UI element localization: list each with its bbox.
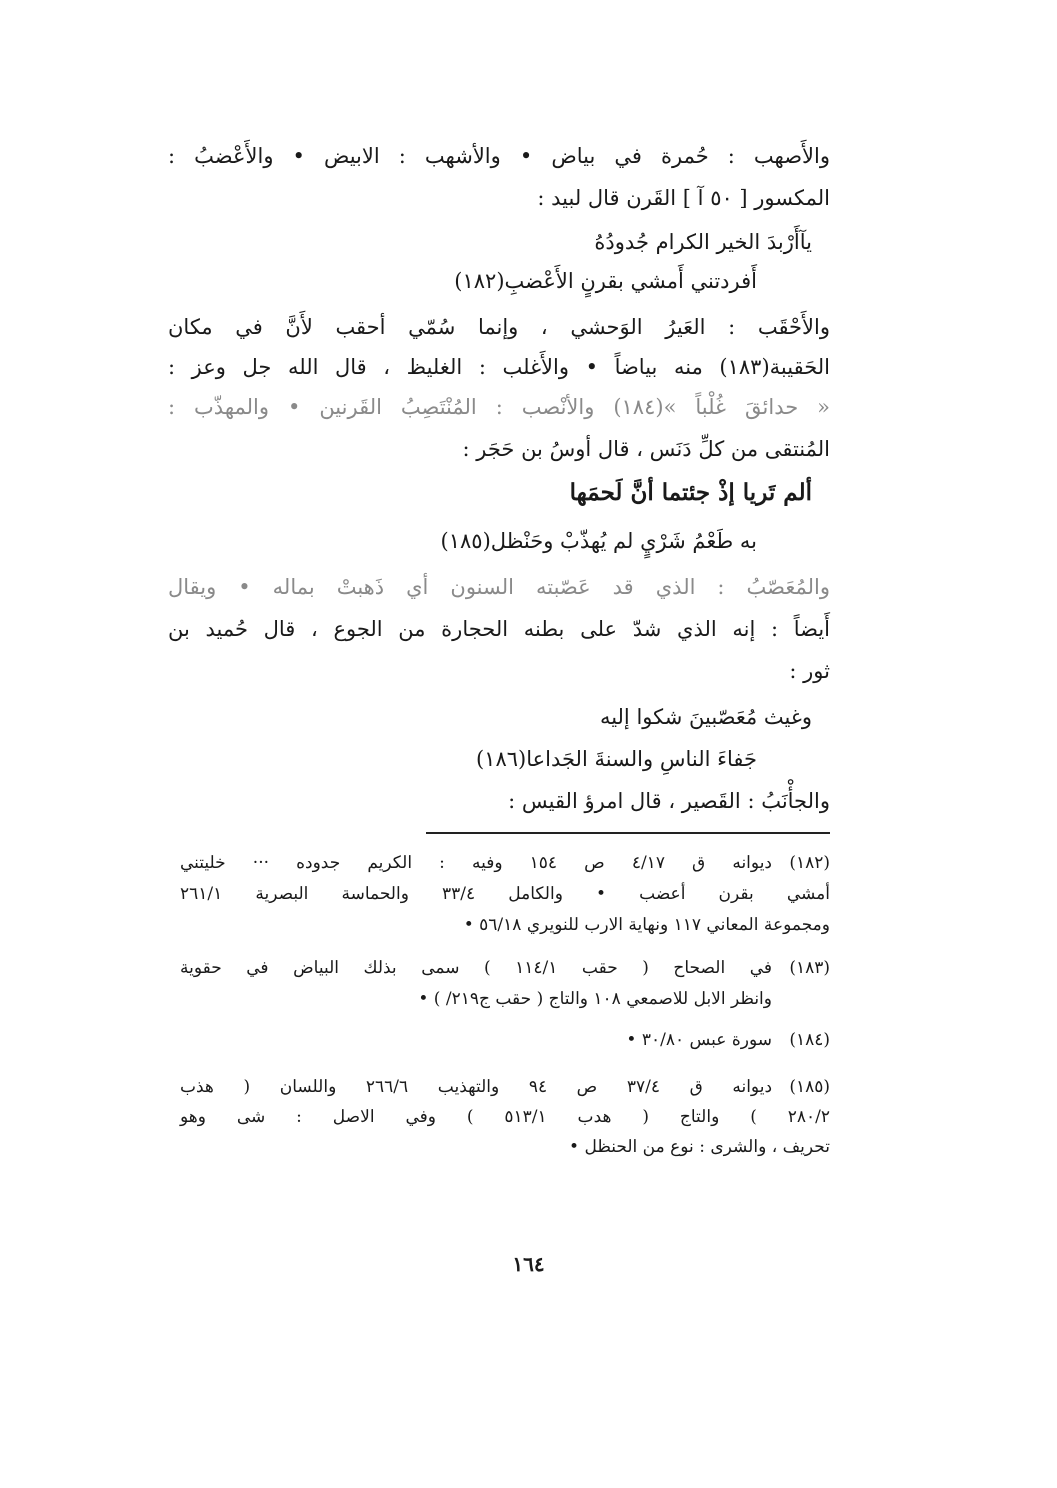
verse-line-1: يآأَرْبدَ الخير الكرام جُدودُهُ [594, 230, 812, 254]
footnote-separator [426, 832, 830, 834]
body-line-1: والأَصهب : حُمرة في بياض • والأشهب : الابيض • والأَعْضبُ : [168, 144, 830, 168]
page-number: ١٦٤ [512, 1252, 545, 1276]
footnote-number: (١٨٥) [789, 1077, 830, 1097]
footnote-line: ٢٨٠/٢ ) والتاج ( هدب ٥١٣/١ ) وفي الاصل : شى وهو [180, 1107, 830, 1127]
footnote-line: أمشي بقرن أعضب • والكامل ٣٣/٤ والحماسة البصرية ٢٦١/١ [180, 884, 830, 904]
body-line-10: والجأْنَبُ : القَصير ، قال امرؤ القيس : [508, 789, 830, 813]
footnote-number: (١٨٤) [789, 1030, 830, 1050]
footnote-number: (١٨٣) [789, 958, 830, 978]
verse-line-4: به طَعْمُ شَرْيٍ لم يُهذّبْ وحَنْظل(١٨٥) [440, 529, 757, 553]
body-line-9: ثور : [789, 659, 830, 683]
verse-line-3: ألم تَريا إذْ جئتما أنَّ لَحمَها [569, 479, 812, 506]
footnote-line: وانظر الابل للاصمعي ١٠٨ والتاج ( حقب ج٢١٩/ ) • [418, 989, 772, 1009]
footnote-line: سورة عبس ٣٠/٨٠ • [626, 1030, 772, 1050]
body-line-7: والمُعَصّبُ : الذي قد عَصّبته السنون أي ذَهبتْ بماله • ويقال [168, 575, 830, 599]
footnote-line: ومجموعة المعاني ١١٧ ونهاية الارب للنويري ٥٦/١٨ • [463, 915, 830, 935]
body-line-2: المكسور [ ٥٠ آ ] القَرن قال لبيد : [537, 186, 830, 210]
body-line-5: « حدائقَ غُلْباً »(١٨٤) والأنْصب : المُنْتَصِبُ القَرنين • والمهذّب : [168, 395, 830, 419]
footnote-line: ديوانه ق ٤/١٧ ص ١٥٤ وفيه : الكريم جدوده ··· خليتني [180, 853, 772, 873]
verse-line-6: جَفاءَ الناسِ والسنةَ الجَداعا(١٨٦) [475, 747, 757, 771]
body-line-4: الحَقيبة(١٨٣) منه بياضاً • والأَغلب : الغليظ ، قال الله جل وعز : [168, 355, 830, 379]
verse-line-2: أَفردتني أَمشي بقرنٍ الأَعْضبِ(١٨٢) [454, 269, 757, 293]
verse-line-5: وغيث مُعَصّبينَ شكوا إليه [599, 705, 812, 729]
footnote-number: (١٨٢) [789, 853, 830, 873]
body-line-3: والأَحْقَب : العَيرُ الوَحشي ، وإنما سُمّي أحقب لأَنَّ في مكان [168, 315, 830, 339]
footnote-line: تحريف ، والشرى : نوع من الحنظل • [569, 1137, 830, 1157]
footnote-line: في الصحاح ( حقب ١١٤/١ ) سمى بذلك البياض في حقوية [180, 958, 772, 978]
footnote-line: ديوانه ق ٣٧/٤ ص ٩٤ والتهذيب ٢٦٦/٦ واللسان ( هذب [180, 1077, 773, 1097]
body-line-6: المُنتقى من كلِّ دَنَس ، قال أوسُ بن حَجَر : [462, 437, 830, 461]
body-line-8: أَيضاً : إنه الذي شدّ على بطنه الحجارة من الجوع ، قال حُميد بن [168, 617, 830, 641]
